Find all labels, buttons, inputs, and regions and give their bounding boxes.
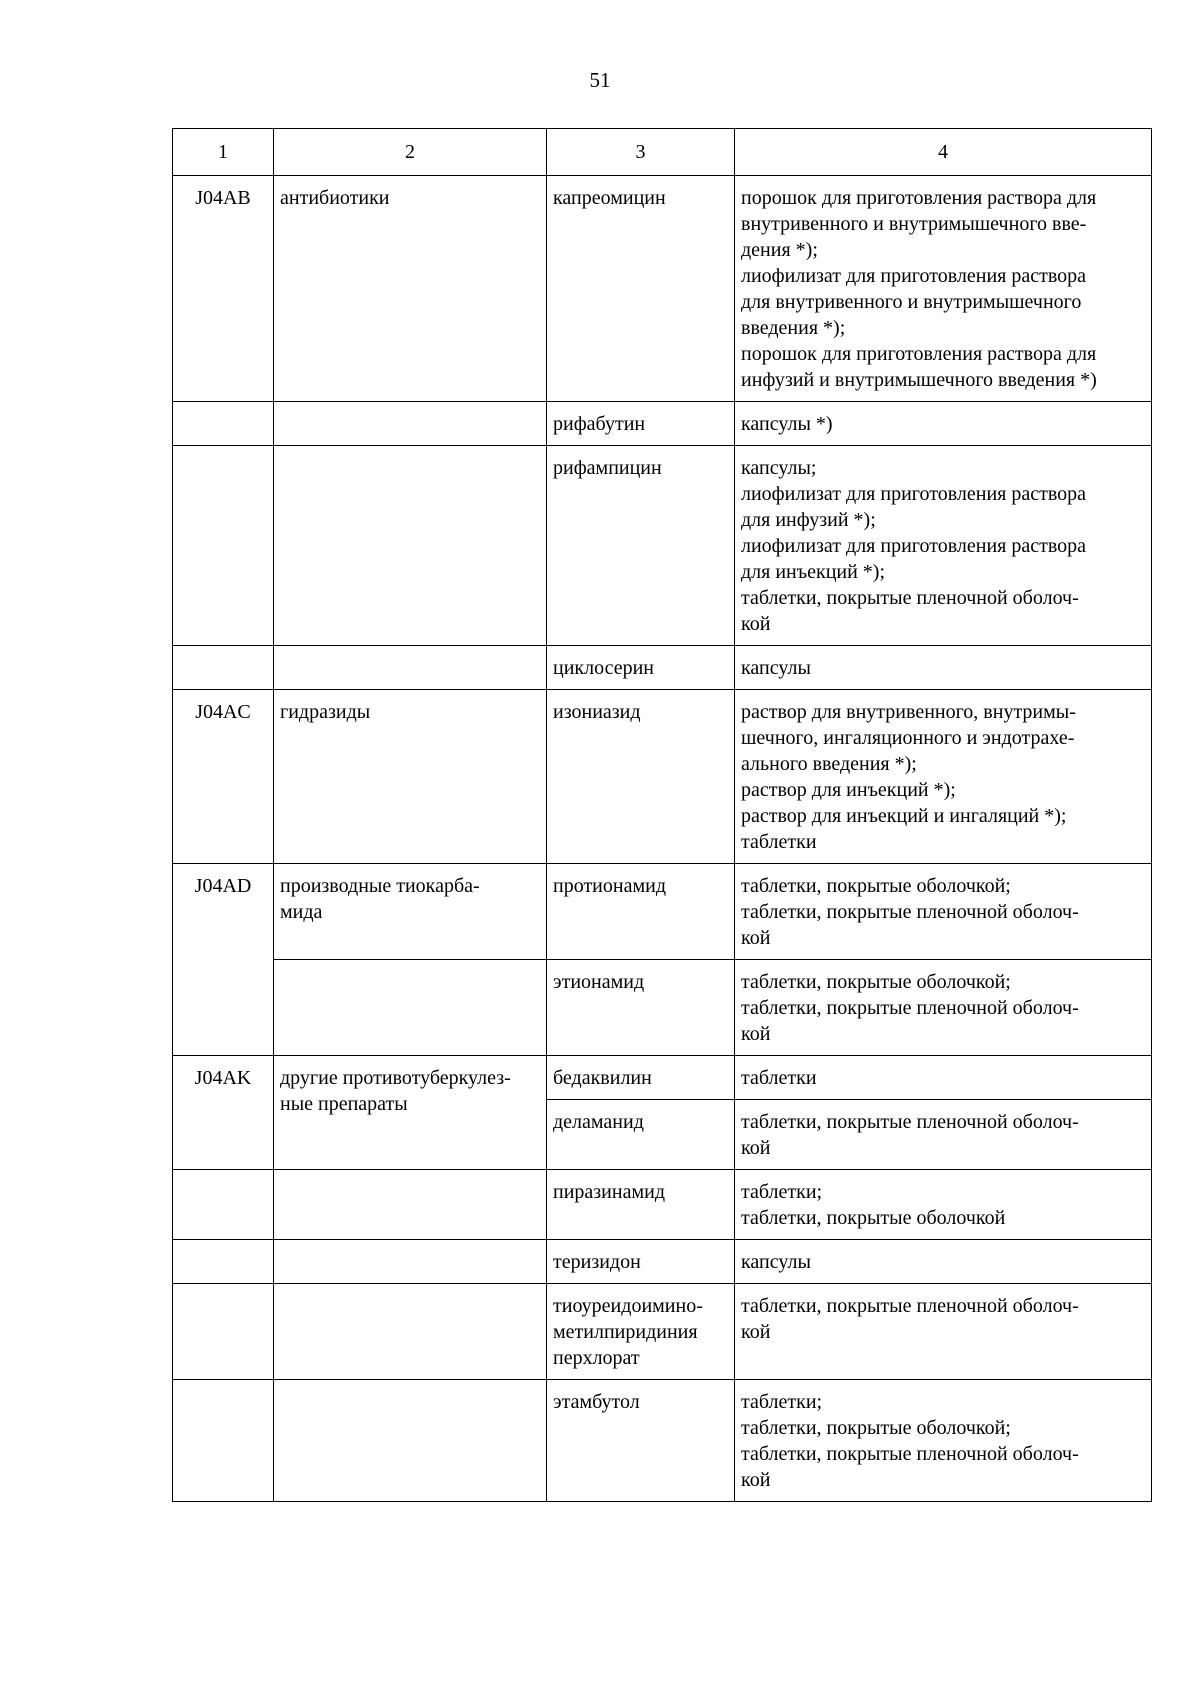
table-row bbox=[173, 960, 1152, 1056]
dosage-form-line: кой bbox=[741, 1321, 771, 1343]
dosage-form-line: капсулы bbox=[741, 1251, 811, 1273]
dosage-form-line: таблетки; bbox=[741, 1181, 823, 1203]
drug-name-cell: деламанид bbox=[547, 1100, 735, 1170]
dosage-form-line: кой bbox=[741, 927, 771, 949]
drug-name-cell: рифампицин bbox=[547, 446, 735, 646]
dosage-form-line: таблетки, покрытые оболочкой bbox=[741, 1207, 1006, 1229]
dosage-form-line: порошок для приготовления раствора для bbox=[741, 187, 1097, 209]
dosage-form-line: капсулы bbox=[741, 657, 811, 679]
dosage-forms-cell bbox=[735, 446, 1152, 646]
dosage-form-line: для инъекций *); bbox=[741, 561, 886, 583]
group-cell bbox=[274, 402, 547, 446]
atc-code-cell bbox=[173, 1170, 274, 1240]
dosage-form-line: таблетки bbox=[741, 1067, 817, 1089]
dosage-forms-cell bbox=[735, 1284, 1152, 1380]
dosage-forms-cell bbox=[735, 1170, 1152, 1240]
drug-name-cell: тиоуреидоимино- метилпиридиния перхлорат bbox=[547, 1284, 735, 1380]
drug-name-cell: изониазид bbox=[547, 690, 735, 864]
dosage-form-line: таблетки bbox=[741, 831, 817, 853]
group-cell bbox=[274, 446, 547, 646]
dosage-form-line: шечного, ингаляционного и эндотрахе- bbox=[741, 727, 1075, 749]
dosage-form-line: таблетки, покрытые оболочкой; bbox=[741, 971, 1011, 993]
dosage-form-line: таблетки; bbox=[741, 1391, 823, 1413]
column-header: 3 bbox=[547, 129, 735, 176]
dosage-form-line: для инфузий *); bbox=[741, 509, 876, 531]
dosage-form-line: кой bbox=[741, 1469, 771, 1491]
dosage-forms-cell bbox=[735, 960, 1152, 1056]
table-row bbox=[173, 402, 1152, 446]
table-row bbox=[173, 1240, 1152, 1284]
dosage-forms-cell bbox=[735, 402, 1152, 446]
dosage-form-line: таблетки, покрытые оболочкой; bbox=[741, 875, 1011, 897]
drug-name-cell: рифабутин bbox=[547, 402, 735, 446]
group-cell bbox=[274, 1240, 547, 1284]
dosage-form-line: таблетки, покрытые пленочной оболоч- bbox=[741, 587, 1079, 609]
drug-table bbox=[172, 128, 1152, 1502]
dosage-form-line: капсулы; bbox=[741, 457, 817, 479]
drug-name-cell: этамбутол bbox=[547, 1380, 735, 1502]
dosage-form-line: инфузий и внутримышечного введения *) bbox=[741, 369, 1097, 391]
dosage-form-line: лиофилизат для приготовления раствора bbox=[741, 483, 1087, 505]
dosage-forms-cell bbox=[735, 1056, 1152, 1100]
dosage-form-line: введения *); bbox=[741, 317, 846, 339]
column-header: 1 bbox=[173, 129, 274, 176]
dosage-forms-cell bbox=[735, 1240, 1152, 1284]
drug-name-cell: циклосерин bbox=[547, 646, 735, 690]
drug-name-cell: бедаквилин bbox=[547, 1056, 735, 1100]
table-header-row bbox=[173, 129, 1152, 176]
table-row bbox=[173, 1380, 1152, 1502]
dosage-form-line: кой bbox=[741, 1137, 771, 1159]
drug-name-cell: теризидон bbox=[547, 1240, 735, 1284]
page-number: 51 bbox=[589, 68, 611, 92]
table-row bbox=[173, 446, 1152, 646]
group-cell bbox=[274, 1170, 547, 1240]
table-row bbox=[173, 864, 1152, 960]
dosage-form-line: раствор для инъекций *); bbox=[741, 779, 956, 801]
dosage-forms-cell bbox=[735, 690, 1152, 864]
dosage-form-line: для внутривенного и внутримышечного bbox=[741, 291, 1082, 313]
atc-code-cell bbox=[173, 446, 274, 646]
dosage-form-line: таблетки, покрытые оболочкой; bbox=[741, 1417, 1011, 1439]
atc-code-cell: J04AB bbox=[173, 176, 274, 402]
drug-name-cell: капреомицин bbox=[547, 176, 735, 402]
drug-name-cell: пиразинамид bbox=[547, 1170, 735, 1240]
group-cell bbox=[274, 1380, 547, 1502]
dosage-form-line: раствор для внутривенного, внутримы- bbox=[741, 701, 1076, 723]
dosage-form-line: таблетки, покрытые пленочной оболоч- bbox=[741, 1443, 1079, 1465]
table-row bbox=[173, 646, 1152, 690]
dosage-form-line: кой bbox=[741, 1023, 771, 1045]
dosage-form-line: дения *); bbox=[741, 239, 818, 261]
dosage-form-line: порошок для приготовления раствора для bbox=[741, 343, 1097, 365]
drug-name-cell: протионамид bbox=[547, 864, 735, 960]
column-header: 2 bbox=[274, 129, 547, 176]
group-cell bbox=[274, 960, 547, 1056]
dosage-form-line: лиофилизат для приготовления раствора bbox=[741, 265, 1087, 287]
dosage-form-line: таблетки, покрытые пленочной оболоч- bbox=[741, 997, 1079, 1019]
dosage-form-line: внутривенного и внутримышечного вве- bbox=[741, 213, 1087, 235]
atc-code-cell bbox=[173, 1380, 274, 1502]
atc-code-cell: J04AC bbox=[173, 690, 274, 864]
group-cell bbox=[274, 1284, 547, 1380]
dosage-forms-cell bbox=[735, 176, 1152, 402]
dosage-form-line: таблетки, покрытые пленочной оболоч- bbox=[741, 1111, 1079, 1133]
dosage-forms-cell bbox=[735, 646, 1152, 690]
atc-code-cell: J04AD bbox=[173, 864, 274, 1056]
group-cell bbox=[274, 646, 547, 690]
dosage-forms-cell bbox=[735, 1380, 1152, 1502]
atc-code-cell bbox=[173, 402, 274, 446]
table-row bbox=[173, 176, 1152, 402]
table-row bbox=[173, 690, 1152, 864]
atc-code-cell: J04AK bbox=[173, 1056, 274, 1170]
group-cell: производные тиокарба- мида bbox=[274, 864, 547, 960]
dosage-forms-cell bbox=[735, 864, 1152, 960]
column-header: 4 bbox=[735, 129, 1152, 176]
group-cell: антибиотики bbox=[274, 176, 547, 402]
table-row bbox=[173, 1056, 1152, 1100]
dosage-form-line: раствор для инъекций и ингаляций *); bbox=[741, 805, 1067, 827]
table-row bbox=[173, 1284, 1152, 1380]
atc-code-cell bbox=[173, 1284, 274, 1380]
dosage-form-line: таблетки, покрытые пленочной оболоч- bbox=[741, 1295, 1079, 1317]
dosage-form-line: таблетки, покрытые пленочной оболоч- bbox=[741, 901, 1079, 923]
drug-name-cell: этионамид bbox=[547, 960, 735, 1056]
dosage-form-line: лиофилизат для приготовления раствора bbox=[741, 535, 1087, 557]
dosage-form-line: ального введения *); bbox=[741, 753, 917, 775]
dosage-form-line: капсулы *) bbox=[741, 413, 833, 435]
atc-code-cell bbox=[173, 1240, 274, 1284]
table-row bbox=[173, 1170, 1152, 1240]
group-cell: другие противотуберкулез- ные препараты bbox=[274, 1056, 547, 1170]
dosage-forms-cell bbox=[735, 1100, 1152, 1170]
dosage-form-line: кой bbox=[741, 613, 771, 635]
atc-code-cell bbox=[173, 646, 274, 690]
group-cell: гидразиды bbox=[274, 690, 547, 864]
